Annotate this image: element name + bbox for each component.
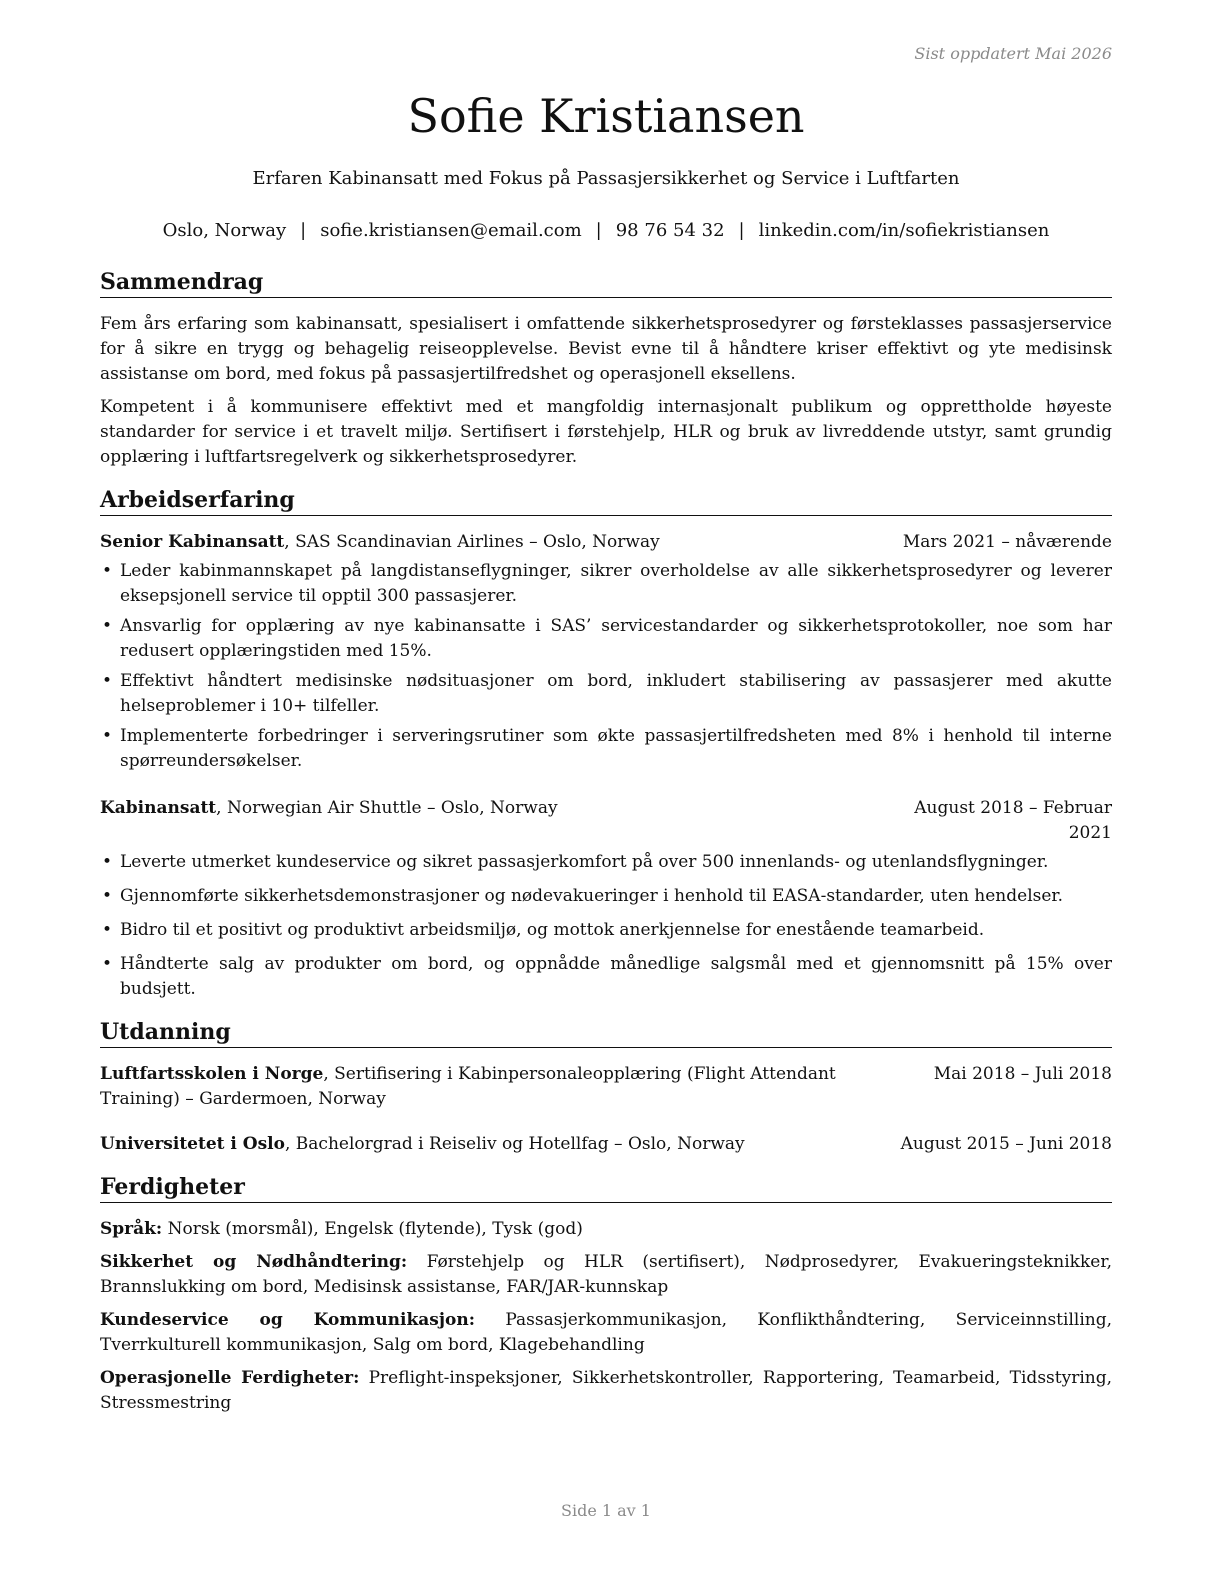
job-bullet: • Leverte utmerket kundeservice og sikret passasjerkomfort på over 500 innenlands- og utenlandsflygninger. xyxy=(100,850,1112,875)
skill-group-text: Preflight-inspeksjoner, Sikkerhetskontroller, Rapportering, Teamarbeid, Tidsstyring, Stressmestring xyxy=(100,1368,1112,1413)
skill-group-text: Norsk (morsmål), Engelsk (flytende), Tysk (god) xyxy=(162,1219,583,1239)
job-org: , Norwegian Air Shuttle – Oslo, Norway xyxy=(216,798,558,818)
job-title-line xyxy=(100,530,903,555)
skill-group-text: Passasjerkommunikasjon, Konflikthåndtering, Serviceinnstilling, Tverrkulturell kommunikasjon, Salg om bord, Klagebehandling xyxy=(100,1310,1112,1355)
section-title-education: Utdanning xyxy=(100,1018,1112,1048)
job-dates: August 2018 – Februar 2021 xyxy=(914,798,1112,843)
candidate-name: Sofie Kristiansen xyxy=(407,89,805,143)
education-entry xyxy=(100,1132,1112,1157)
skill-group-label: Sikkerhet og Nødhåndtering: xyxy=(100,1252,408,1272)
skill-group xyxy=(100,1250,1112,1300)
section-title-summary: Sammendrag xyxy=(100,268,1112,298)
job-bullets xyxy=(100,559,1112,774)
skill-group xyxy=(100,1217,1112,1242)
resume-page xyxy=(100,0,1112,1584)
skill-group-label: Kundeservice og Kommunikasjon: xyxy=(100,1310,475,1330)
contact-separator: | xyxy=(300,220,307,241)
contact-email: sofie.kristiansen@email.com xyxy=(320,220,582,241)
summary-paragraph: Kompetent i å kommunisere effektivt med et mangfoldig internasjonalt publikum og opprettholde høyeste standarder for service i et travelt miljø. Sertifisert i førstehjelp, HLR og bruk av livreddende utstyr, samt grundig opplæring i luftfartsregelverk og sikkerhetsprosedyrer. xyxy=(100,397,1112,467)
summary-section xyxy=(100,268,1112,470)
contact-separator: | xyxy=(595,220,602,241)
candidate-tagline: Erfaren Kabinansatt med Fokus på Passasjersikkerhet og Service i Luftfarten xyxy=(252,168,960,189)
contact-line xyxy=(100,218,1112,244)
skill-group-label: Operasjonelle Ferdigheter: xyxy=(100,1368,360,1388)
page-number: Side 1 av 1 xyxy=(561,1501,651,1520)
contact-phone: 98 76 54 32 xyxy=(615,220,725,241)
skill-group-text: Førstehjelp og HLR (sertifisert), Nødprosedyrer, Evakueringsteknikker, Brannslukking om bord, Medisinsk assistanse, FAR/JAR-kunnskap xyxy=(100,1252,1112,1297)
section-title-skills: Ferdigheter xyxy=(100,1173,1112,1203)
education-section xyxy=(100,1018,1112,1157)
skill-group xyxy=(100,1308,1112,1358)
contact-location: Oslo, Norway xyxy=(162,220,287,241)
education-header xyxy=(100,1062,1112,1112)
education-school: Universitetet i Oslo xyxy=(100,1134,285,1154)
education-detail: , Bachelorgrad i Reiseliv og Hotellfag – Oslo, Norway xyxy=(284,1134,745,1154)
job-bullet: • Gjennomførte sikkerhetsdemonstrasjoner og nødevakueringer i henhold til EASA-standarder, uten hendelser. xyxy=(100,884,1112,909)
education-dates: Mai 2018 – Juli 2018 xyxy=(933,1064,1112,1084)
section-title-experience: Arbeidserfaring xyxy=(100,486,1112,516)
job-bullet: • Implementerte forbedringer i serveringsrutiner som økte passasjertilfredsheten med 8% i henhold til interne spørreundersøkelser. xyxy=(100,724,1112,774)
last-updated: Sist oppdatert Mai 2026 xyxy=(914,44,1112,63)
job-bullet: • Effektivt håndtert medisinske nødsituasjoner om bord, inkludert stabilisering av passasjerer med akutte helseproblemer i 10+ tilfeller. xyxy=(100,669,1112,719)
job-header xyxy=(100,796,1112,846)
contact-separator: | xyxy=(738,220,745,241)
resume-body xyxy=(100,268,1112,1432)
contact-linkedin: linkedin.com/in/sofiekristiansen xyxy=(758,220,1050,241)
job-bullets xyxy=(100,850,1112,1002)
job-bullet: • Bidro til et positivt og produktivt arbeidsmiljø, og mottok anerkjennelse for enestående teamarbeid. xyxy=(100,918,1112,943)
job-entry xyxy=(100,796,1112,1002)
education-entry xyxy=(100,1062,1112,1112)
experience-section xyxy=(100,486,1112,1002)
skill-group xyxy=(100,1366,1112,1416)
skill-group-label: Språk: xyxy=(100,1219,163,1239)
education-line xyxy=(100,1062,934,1112)
summary-paragraph: Fem års erfaring som kabinansatt, spesialisert i omfattende sikkerhetsprosedyrer og førsteklasses passasjerservice for å sikre en trygg og behagelig reiseopplevelse. Bevist evne til å håndtere kriser effektivt og yte medisinsk assistanse om bord, med fokus på passasjertilfredshet og operasjonell eksellens. xyxy=(100,314,1112,384)
job-dates: Mars 2021 – nåværende xyxy=(902,532,1112,552)
education-detail: , Sertifisering i Kabinpersonaleopplæring (Flight Attendant Training) – Gardermoen, Norway xyxy=(100,1064,836,1109)
education-dates: August 2015 – Juni 2018 xyxy=(900,1134,1112,1154)
job-bullet: • Leder kabinmannskapet på langdistanseflygninger, sikrer overholdelse av alle sikkerhetsprosedyrer og leverer eksepsjonell service til opptil 300 passasjerer. xyxy=(100,559,1112,609)
job-header xyxy=(100,530,1112,555)
job-bullet: • Ansvarlig for opplæring av nye kabinansatte i SAS’ servicestandarder og sikkerhetsprotokoller, noe som har redusert opplæringstiden med 15%. xyxy=(100,614,1112,664)
job-title-line xyxy=(100,796,872,846)
job-org: , SAS Scandinavian Airlines – Oslo, Norway xyxy=(284,532,660,552)
job-entry xyxy=(100,530,1112,774)
job-role: Senior Kabinansatt xyxy=(100,532,285,552)
education-header xyxy=(100,1132,1112,1157)
skills-section xyxy=(100,1173,1112,1416)
job-role: Kabinansatt xyxy=(100,798,217,818)
education-line xyxy=(100,1132,901,1157)
job-bullet: • Håndterte salg av produkter om bord, og oppnådde månedlige salgsmål med et gjennomsnitt på 15% over budsjett. xyxy=(100,952,1112,1002)
education-school: Luftfartsskolen i Norge xyxy=(100,1064,324,1084)
